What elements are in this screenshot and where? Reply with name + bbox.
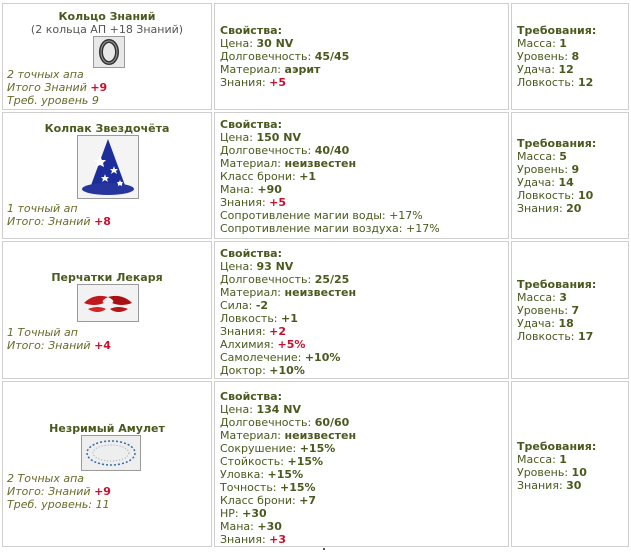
property-line: Знания: +2 xyxy=(220,325,287,338)
property-line: Класс брони: +1 xyxy=(220,170,317,183)
item-name: Незримый Амулет xyxy=(49,422,165,435)
property-line: Цена: 93 NV xyxy=(220,260,294,273)
item-subtitle: (2 кольца АП +18 Знаний) xyxy=(30,23,184,36)
properties-cell xyxy=(214,3,509,110)
table-row xyxy=(2,241,629,379)
property-line: Самолечение: +10% xyxy=(220,351,341,364)
requirement-line: Масса: 5 xyxy=(517,150,567,163)
property-line: Материал: аэрит xyxy=(220,63,321,76)
item-cell xyxy=(2,241,212,379)
amulet-icon[interactable] xyxy=(81,435,141,471)
item-name: Кольцо Знаний xyxy=(58,10,156,23)
requirements-cell xyxy=(511,3,629,110)
item-cell xyxy=(2,112,212,239)
item-name: Колпак Звездочёта xyxy=(44,122,170,135)
requirement-line: Уровень: 8 xyxy=(517,50,580,63)
requirement-line: Удача: 14 xyxy=(517,176,574,189)
note-line: 2 Точных апа xyxy=(7,472,84,485)
requirements-header: Требования: xyxy=(517,440,597,453)
requirement-line: Уровень: 7 xyxy=(517,304,580,317)
note-line: Итого: Знаний +9 xyxy=(7,485,111,498)
property-line: Сокрушение: +15% xyxy=(220,442,336,455)
requirements-cell xyxy=(511,241,629,379)
item-name: Перчатки Лекаря xyxy=(51,271,163,284)
property-line: Материал: неизвестен xyxy=(220,286,357,299)
requirement-line: Ловкость: 17 xyxy=(517,330,594,343)
requirement-line: Масса: 1 xyxy=(517,453,567,466)
note-line: Треб. уровень 9 xyxy=(7,94,99,107)
table-row xyxy=(2,3,629,110)
property-line: Знания: +3 xyxy=(220,533,287,546)
item-cell xyxy=(2,3,212,110)
property-line: Точность: +15% xyxy=(220,481,316,494)
property-line: Сопротивление магии воды: +17% xyxy=(220,209,423,222)
properties-cell xyxy=(214,112,509,239)
item-notes xyxy=(7,68,107,107)
property-line: Сила: -2 xyxy=(220,299,269,312)
property-line: Доктор: +10% xyxy=(220,364,305,377)
properties-cell xyxy=(214,381,509,547)
note-line: Итого: Знаний +4 xyxy=(7,339,111,352)
requirement-line: Ловкость: 12 xyxy=(517,76,594,89)
properties-list xyxy=(220,390,356,546)
properties-list xyxy=(220,24,349,89)
property-line: Цена: 30 NV xyxy=(220,37,294,50)
property-line: Стойкость: +15% xyxy=(220,455,324,468)
requirements-header: Требования: xyxy=(517,24,597,37)
property-line: Знания: +5 xyxy=(220,76,287,89)
item-notes xyxy=(7,472,111,511)
property-line: Цена: 134 NV xyxy=(220,403,301,416)
wizard-hat-icon[interactable] xyxy=(77,135,139,199)
note-line: Треб. уровень: 11 xyxy=(7,498,110,511)
requirement-line: Ловкость: 10 xyxy=(517,189,594,202)
property-line: Долговечность: 25/25 xyxy=(220,273,350,286)
property-line: Класс брони: +7 xyxy=(220,494,317,507)
requirements-list xyxy=(517,278,596,343)
divider-mark xyxy=(323,548,325,550)
property-line: Знания: +5 xyxy=(220,196,287,209)
note-line: 2 точных апа xyxy=(7,68,84,81)
properties-header: Свойства: xyxy=(220,118,282,131)
property-line: Сопротивление магии воздуха: +17% xyxy=(220,222,440,235)
property-line: Материал: неизвестен xyxy=(220,157,357,170)
properties-cell xyxy=(214,241,509,379)
requirement-line: Знания: 30 xyxy=(517,479,582,492)
ring-icon[interactable] xyxy=(93,36,125,68)
property-line: Алхимия: +5% xyxy=(220,338,306,351)
property-line: Мана: +90 xyxy=(220,183,282,196)
property-line: Мана: +30 xyxy=(220,520,282,533)
requirement-line: Масса: 1 xyxy=(517,37,567,50)
property-line: Долговечность: 45/45 xyxy=(220,50,350,63)
note-line: 1 Точный ап xyxy=(7,326,78,339)
property-line: Цена: 150 NV xyxy=(220,131,301,144)
property-line: Материал: неизвестен xyxy=(220,429,357,442)
requirements-cell xyxy=(511,381,629,547)
gloves-icon[interactable] xyxy=(77,284,139,322)
property-line: HP: +30 xyxy=(220,507,267,520)
properties-header: Свойства: xyxy=(220,390,282,403)
note-line: Итого Знаний +9 xyxy=(7,81,108,94)
table-row xyxy=(2,112,629,239)
requirements-header: Требования: xyxy=(517,278,597,291)
property-line: Долговечность: 60/60 xyxy=(220,416,350,429)
item-cell xyxy=(2,381,212,547)
table-row xyxy=(2,381,629,547)
requirement-line: Уровень: 10 xyxy=(517,466,587,479)
requirement-line: Удача: 12 xyxy=(517,63,574,76)
property-line: Долговечность: 40/40 xyxy=(220,144,350,157)
properties-header: Свойства: xyxy=(220,247,282,260)
requirements-cell xyxy=(511,112,629,239)
requirements-list xyxy=(517,24,596,89)
requirement-line: Масса: 3 xyxy=(517,291,567,304)
properties-header: Свойства: xyxy=(220,24,282,37)
properties-list xyxy=(220,118,440,235)
requirements-list xyxy=(517,137,596,215)
requirements-header: Требования: xyxy=(517,137,597,150)
item-notes xyxy=(7,202,111,228)
requirements-list xyxy=(517,440,596,492)
item-notes xyxy=(7,326,111,352)
property-line: Уловка: +15% xyxy=(220,468,304,481)
requirement-line: Уровень: 9 xyxy=(517,163,580,176)
properties-list xyxy=(220,247,356,377)
requirement-line: Удача: 18 xyxy=(517,317,574,330)
requirement-line: Знания: 20 xyxy=(517,202,582,215)
property-line: Ловкость: +1 xyxy=(220,312,298,325)
note-line: 1 точный ап xyxy=(7,202,78,215)
note-line: Итого: Знаний +8 xyxy=(7,215,111,228)
